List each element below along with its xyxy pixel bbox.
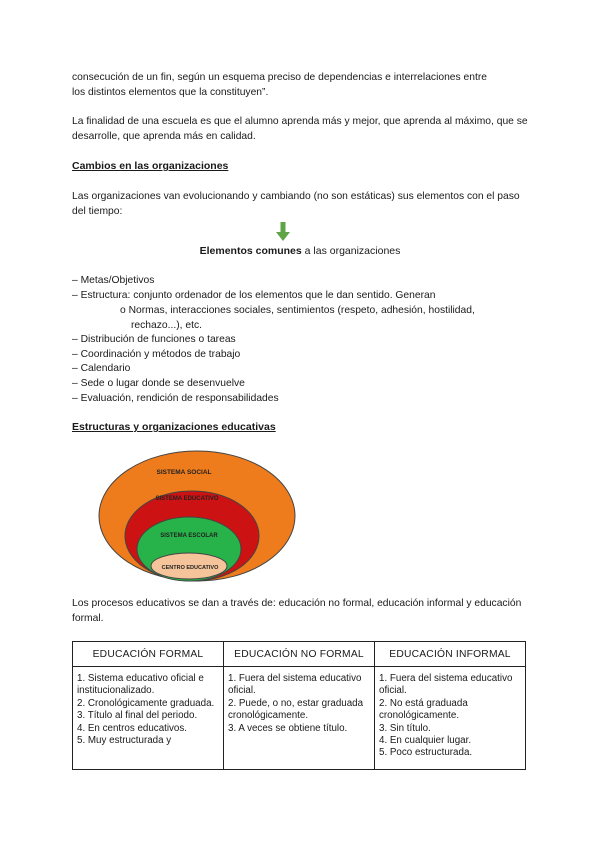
procesos-paragraph: Los procesos educativos se dan a través de: educación no formal, educación informal y educación formal. xyxy=(72,598,522,624)
cell-item: 3. Título al final del periodo. xyxy=(77,710,198,722)
label-sistema-escolar: SISTEMA ESCOLAR xyxy=(160,533,218,539)
cell-item: 1. Fuera del sistema educativo oficial. xyxy=(379,673,513,697)
arrow-down-icon xyxy=(276,222,290,242)
cell-formal xyxy=(73,667,224,770)
cambios-paragraph: Las organizaciones van evolucionando y cambiando (no son estáticas) sus elementos con el paso del tiempo: xyxy=(72,191,520,217)
cell-item: 3. A veces se obtiene título. xyxy=(228,722,348,734)
cell-informal xyxy=(375,667,526,770)
intro-line-1: consecución de un fin, según un esquema preciso de dependencias e interrelaciones entre xyxy=(72,72,488,83)
sub-list-item-line-1: o Normas, interacciones sociales, sentimientos (respeto, adhesión, hostilidad, xyxy=(120,305,475,316)
cell-item: 4. En centros educativos. xyxy=(77,722,188,734)
table-row xyxy=(73,667,526,770)
cell-item: 4. En cualquier lugar. xyxy=(379,735,472,747)
table-header-row xyxy=(73,642,526,667)
section-title-estructuras: Estructuras y organizaciones educativas xyxy=(72,421,276,433)
list-item: – Sede o lugar donde se desenvuelve xyxy=(72,378,245,389)
education-types-table xyxy=(72,641,526,770)
elements-subtitle-rest: a las organizaciones xyxy=(301,245,401,257)
sub-list-item-line-2: rechazo...), etc. xyxy=(131,320,202,331)
label-centro-educativo: CENTRO EDUCATIVO xyxy=(161,565,219,571)
cell-no-formal xyxy=(224,667,375,770)
elements-subtitle xyxy=(0,245,600,257)
cell-item: 5. Muy estructurada y xyxy=(77,735,172,747)
cell-item: 2. Cronológicamente graduada. xyxy=(77,697,215,709)
list-item: – Distribución de funciones o tareas xyxy=(72,334,236,345)
cell-item: 5. Poco estructurada. xyxy=(379,747,473,759)
section-title-cambios: Cambios en las organizaciones xyxy=(72,160,229,172)
cell-item: 1. Fuera del sistema educativo oficial. xyxy=(228,673,362,697)
list-item: – Evaluación, rendición de responsabilidades xyxy=(72,393,279,404)
label-sistema-social: SISTEMA SOCIAL xyxy=(156,469,212,476)
cell-item: 2. No está graduada cronológicamente. xyxy=(379,697,468,722)
nested-systems-diagram xyxy=(96,448,298,585)
cell-item: 2. Puede, o no, estar graduada cronológicamente. xyxy=(228,697,364,722)
cell-item: 1. Sistema educativo oficial e institucionalizado. xyxy=(77,673,204,697)
elements-subtitle-bold: Elementos comunes xyxy=(199,245,302,257)
intro-line-2: los distintos elementos que la constituyen”. xyxy=(72,87,269,98)
list-item: – Coordinación y métodos de trabajo xyxy=(72,349,241,360)
list-item: – Estructura: conjunto ordenador de los elementos que le dan sentido. Generan xyxy=(72,290,436,301)
list-item: – Calendario xyxy=(72,363,131,374)
header-no-formal: EDUCACIÓN NO FORMAL xyxy=(224,642,375,667)
label-sistema-educativo: SISTEMA EDUCATIVO xyxy=(155,496,219,502)
header-informal: EDUCACIÓN INFORMAL xyxy=(375,642,526,667)
cell-item: 3. Sin título. xyxy=(379,722,431,734)
list-item: – Metas/Objetivos xyxy=(72,275,155,286)
header-formal: EDUCACIÓN FORMAL xyxy=(73,642,224,667)
purpose-paragraph: La finalidad de una escuela es que el alumno aprenda más y mejor, que aprenda al máximo, que se desarrolle, que aprenda más en calidad. xyxy=(72,116,528,142)
